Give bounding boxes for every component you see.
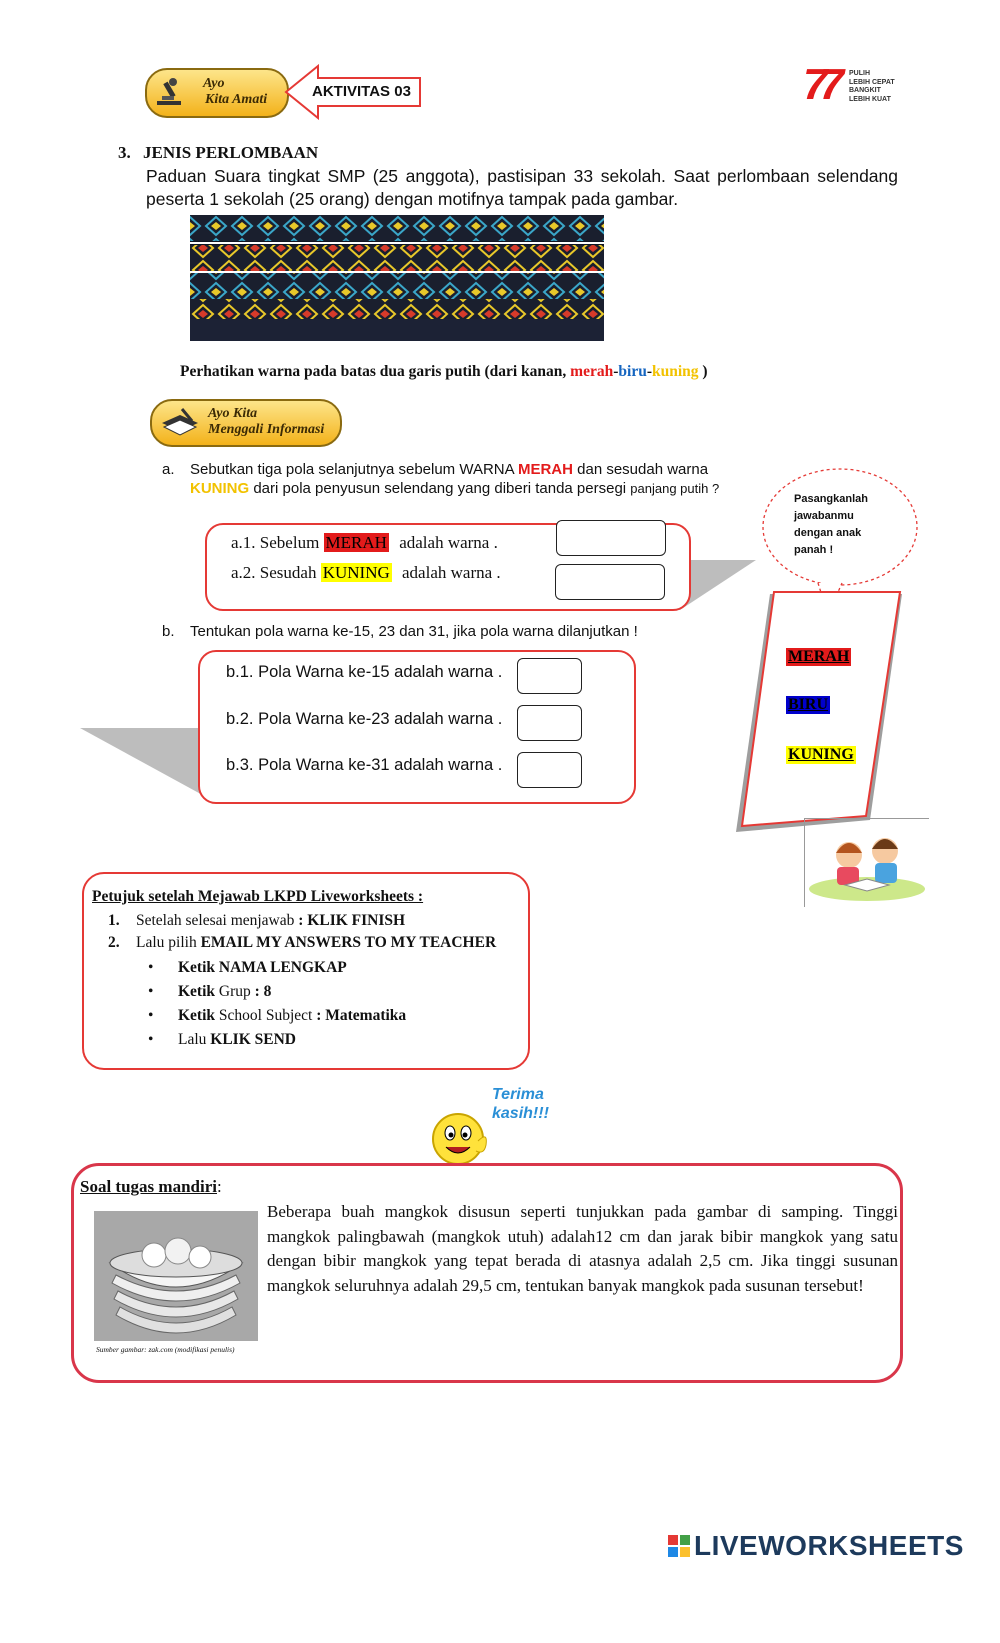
logo-77 [803,60,903,110]
task-text: Beberapa buah mangkok disusun seperti tunjukkan pada gambar di samping. Tinggi mangkok palingbawah (mangkok utuh) adalah12 cm dan jarak bibir mangkok yang satu dengan bibir mangkok yang tepat berada di atasnya adalah 2,5 cm. Jika tinggi susunan mangkok seluruhnya adalah 29,5 cm, tentukan banyak mangkok pada susunan tersebut! [267,1202,898,1295]
liveworksheets-brand: LIVEWORKSHEETS [694,1530,964,1561]
question-a-text-2: dan sesudah warna [572,461,709,478]
observe-instruction [180,363,708,381]
badge-line-1: Ayo [203,76,225,91]
bowls-image-caption: Sumber gambar: zak.com (modifikasi penulis) [96,1345,235,1354]
observe-biru: biru [618,363,647,380]
instruction-bullet: • Ketik School Subject : Matematika [148,1007,407,1024]
step-text: Lalu pilih [136,934,201,951]
logo-line: LEBIH KUAT [849,95,891,103]
section-intro: Paduan Suara tingkat SMP (25 anggota), pastisipan 33 sekolah. Saat perlombaan selendang peserta 1 sekolah (25 orang) dengan motifnya tampak pada gambar. [146,166,898,209]
step-bold: EMAIL MY ANSWERS TO MY TEACHER [200,934,497,951]
instruction-bullet: • Ketik NAMA LENGKAP [148,959,347,976]
activity-arrow-label [284,64,424,120]
a2-prefix: a.2. Sesudah [231,563,321,582]
a2-suffix: adalah warna . [397,563,501,582]
task-title: Soal tugas mandiri [80,1177,217,1196]
bullet-bold: Ketik NAMA LENGKAP [178,959,347,976]
bowls-image [94,1211,258,1341]
option-biru[interactable]: BIRU [788,696,829,713]
logo-number: 77 [803,60,836,109]
step-number: 2. [108,934,120,951]
bullet-value: : 8 [254,983,272,1000]
question-b-text: Tentukan pola warna ke-15, 23 dan 31, jika pola warna dilanjutkan ! [190,623,638,640]
answer-box-a2[interactable] [555,564,665,600]
observe-prefix: Perhatikan warna pada batas dua garis putih (dari kanan, [180,363,571,380]
step-number: 1. [108,912,120,929]
liveworksheets-logo [668,1530,964,1562]
logo-line: PULIH [849,70,870,77]
question-a-text-1: Sebutkan tiga pola selanjutnya sebelum WARNA [190,461,518,478]
logo-line: BANGKIT [849,87,881,94]
question-a-text-3: dari pola penyusun selendang yang diberi tanda persegi [249,480,631,497]
smiley-icon [428,1111,492,1167]
bubble-line: panah ! [794,544,834,556]
answer-box-b3[interactable] [517,752,582,788]
question-a-merah: MERAH [517,461,573,478]
thanks-line-1: Terima [492,1086,544,1103]
kids-reading-illustration [804,818,929,907]
a1-suffix: adalah warna . [394,533,498,552]
question-a-label: a. [162,461,175,478]
a1-prefix: a.1. Sebelum [231,533,324,552]
option-merah[interactable]: MERAH [788,648,850,665]
activity-label: AKTIVITAS 03 [312,83,411,100]
scarf-image [190,215,604,341]
answer-box-b2[interactable] [517,705,582,741]
bullet-text: Lalu [178,1031,211,1048]
bullet-bold: KLIK SEND [210,1031,296,1048]
question-a-kuning: KUNING [190,480,250,497]
bullet-text: School Subject [215,1007,317,1024]
a2-highlight: KUNING [322,563,390,582]
b3-text: b.3. Pola Warna ke-31 adalah warna . [226,756,503,774]
shadow-wedge-b [78,722,218,802]
bubble-line: Pasangkanlah [794,493,868,505]
ayo-kita-amati-badge [145,68,289,118]
a1-highlight: MERAH [325,533,387,552]
instruction-step-2 [108,932,496,954]
bubble-line: jawabanmu [794,510,854,522]
instructions-title: Petujuk setelah Mejawab LKPD Liveworksheets : [92,888,424,905]
b1-text: b.1. Pola Warna ke-15 adalah warna . [226,663,503,681]
observe-kuning: kuning [652,363,699,380]
observe-dash: - [613,363,619,380]
b2-text: b.2. Pola Warna ke-23 adalah warna . [226,710,503,728]
section-title: JENIS PERLOMBAAN [143,143,319,162]
observe-dash: - [646,363,652,380]
badge-line-1: Ayo Kita [208,406,258,421]
liveworksheets-icon [668,1535,690,1557]
step-bold: : KLIK FINISH [298,912,406,929]
book-icon [158,405,202,441]
observe-suffix: ) [698,363,708,380]
instruction-bullet: • Lalu KLIK SEND [148,1031,296,1048]
question-b-label: b. [162,623,175,640]
task-colon: : [216,1177,222,1196]
bullet-bold: Ketik [178,1007,216,1024]
thanks-line-2: kasih!!! [492,1105,549,1122]
answer-box-a1[interactable] [556,520,666,556]
instruction-bullet: • Ketik Grup : 8 [148,983,272,1000]
bullet-value: : Matematika [316,1007,407,1024]
bullet-bold: Ketik [178,983,216,1000]
section-number: 3. [118,143,131,162]
step-text: Setelah selesai menjawab [136,912,299,929]
observe-merah: merah [570,363,614,380]
microscope-icon [153,76,185,108]
logo-line: LEBIH CEPAT [849,78,895,86]
question-a-text-4: panjang putih ? [630,481,720,496]
smiley-thanks [428,1085,558,1169]
instruction-step-1 [108,910,496,932]
badge-line-2: Menggali Informasi [208,422,325,437]
bullet-text: Grup [215,983,255,1000]
bubble-line: dengan anak [794,527,862,539]
question-a-text [190,460,770,498]
option-kuning[interactable]: KUNING [788,746,854,763]
ayo-kita-menggali-badge [150,399,342,447]
answer-box-b1[interactable] [517,658,582,694]
badge-line-2: Kita Amati [205,92,268,107]
